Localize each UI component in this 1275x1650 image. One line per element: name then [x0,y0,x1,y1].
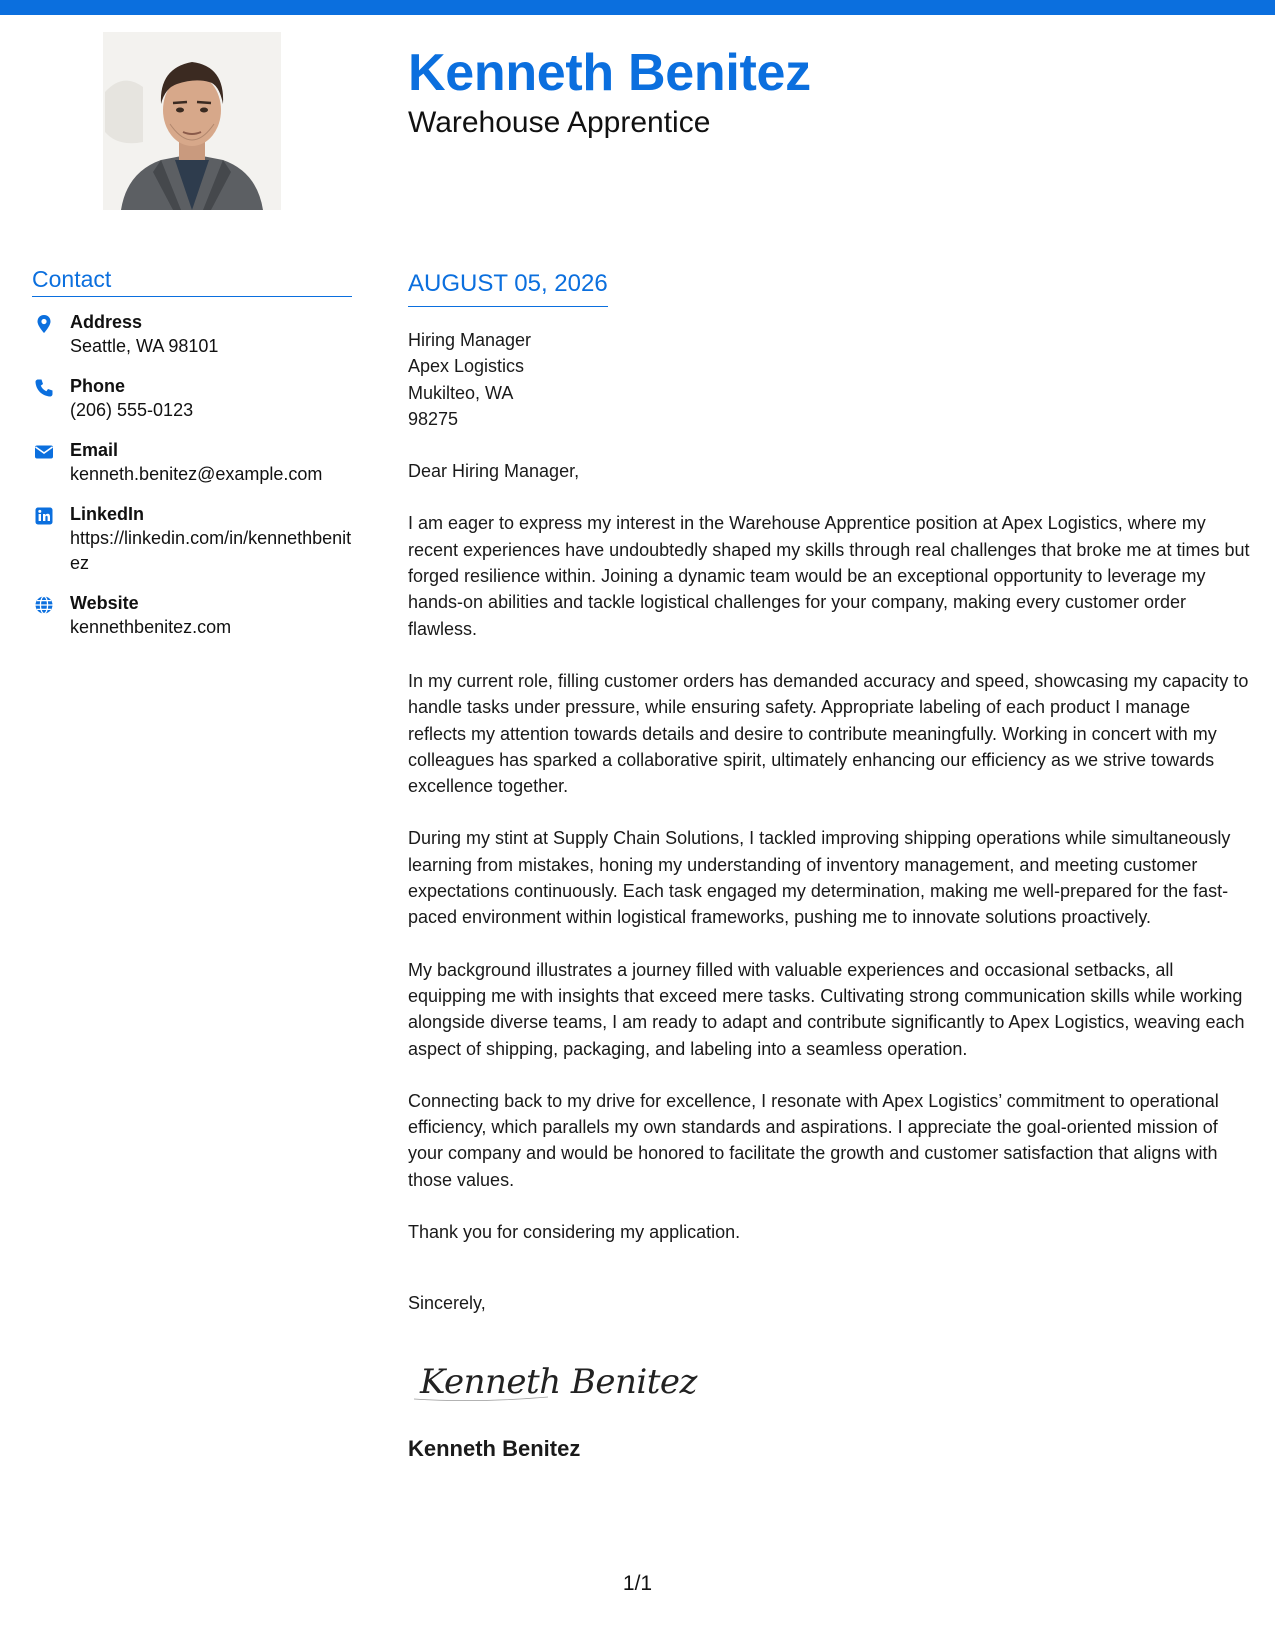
letter-paragraph: Thank you for considering my application. [408,1222,741,1243]
contact-value[interactable]: kenneth.benitez@example.com [70,464,323,484]
recipient-line: Apex Logistics [408,356,525,377]
contact-value[interactable]: kennethbenitez.com [70,617,232,637]
top-accent-bar [0,0,1275,15]
profile-photo [103,32,281,210]
contact-label: Email [70,440,119,460]
avatar [103,32,281,210]
contact-website [32,591,352,640]
applicant-name: Kenneth Benitez [408,44,811,102]
letter-paragraph: My background illustrates a journey filled with valuable experiences and occasional setbacks, all equipping me with insights that exceed mere tasks. Cultivating strong communication skills while working alongside diverse teams, I am ready to adapt and contribute significantly to Apex Logistics, weaving each aspect of shipping, packaging, and labeling into a seamless operation. [408,959,1245,1059]
signature-image [408,1349,697,1409]
recipient-line: Hiring Manager [408,330,532,350]
letter-paragraph: I am eager to express my interest in the Warehouse Apprentice position at Apex Logistics, where my recent experiences have undoubtedly shaped my skills through real challenges that broke me at times but forged resilience within. Joining a dynamic team would be an exceptional opportunity to leverage my hands-on abilities and tackle logistical challenges for your company, making every customer order flawless. [408,513,1250,639]
page-number: 1/1 [622,1572,653,1595]
contact-linkedin [32,502,352,576]
letter-paragraph: In my current role, filling customer orders has demanded accuracy and speed, showcasing my capacity to handle tasks under pressure, while ensuring safety. Appropriate labeling of each product I manage reflects my attention towards details and desire to contribute meaningfully. Working in concert with my colleagues has sparked a collaborative spirit, ultimately enhancing our efficiency as we strive towards excellence together. [408,670,1249,797]
contact-phone [32,374,352,423]
signer-name: Kenneth Benitez [408,1435,581,1461]
recipient-line: Mukilteo, WA [408,382,514,403]
recipient-line: 98275 [408,408,459,429]
contact-sidebar [32,265,352,655]
contact-label: Website [70,593,139,613]
map-pin-icon [34,314,54,334]
contact-address [32,310,352,359]
closing: Sincerely, [408,1293,486,1314]
contact-label: LinkedIn [70,504,145,524]
contact-value: (206) 555-0123 [70,400,194,420]
contact-heading: Contact [32,265,352,297]
job-title: Warehouse Apprentice [408,106,711,139]
contact-value[interactable]: https://linkedin.com/in/kennethbenitez [70,528,352,573]
greeting: Dear Hiring Manager, [408,461,580,482]
globe-icon [34,595,54,615]
recipient-block [408,327,1253,432]
letter-date: AUGUST 05, 2026 [408,268,608,307]
phone-icon [34,378,54,398]
contact-value: Seattle, WA 98101 [70,336,219,356]
letter-paragraph: During my stint at Supply Chain Solutions, I tackled improving shipping operations while simultaneously learning from mistakes, honing my understanding of inventory management, and meeting customer expectations continuously. Each task engaged my determination, making me well-prepared for the fast-paced environment within logistical frameworks, pushing me to innovate solutions proactively. [408,828,1231,928]
letter-body [408,268,1253,1463]
signature [408,1349,697,1409]
letter-paragraph: Connecting back to my drive for excellence, I resonate with Apex Logistics’ commitment to operational efficiency, which parallels my own standards and aspirations. I appreciate the goal-oriented mission of your company and would be honored to facilitate the growth and customer satisfaction that aligns with those values. [408,1090,1219,1190]
email-icon [34,442,54,462]
contact-label: Phone [70,376,126,396]
linkedin-icon [34,506,54,526]
signature-script: Kenneth Benitez [420,1361,697,1402]
contact-label: Address [70,312,143,332]
contact-email [32,438,352,487]
